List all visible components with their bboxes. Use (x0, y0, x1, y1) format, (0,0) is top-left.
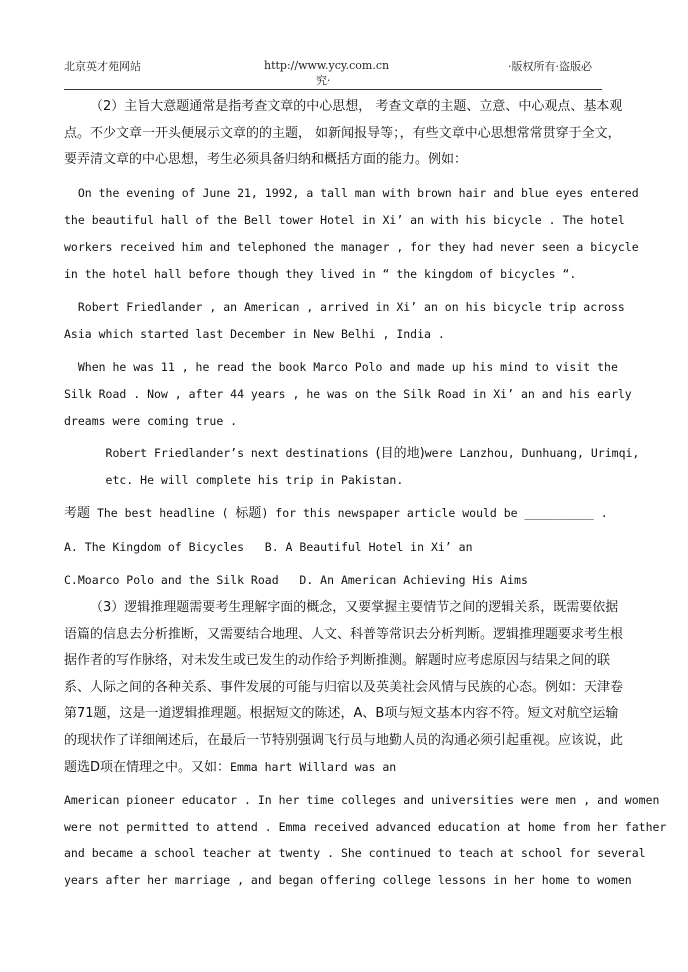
passage-line: Asia which started last December in New Belhi , India . (64, 327, 445, 341)
passage-paragraph-3 (64, 354, 632, 435)
passage-line: etc. He will complete his trip in Pakistan. (64, 472, 404, 487)
copyright-notice: ·版权所有·盗版必 (508, 60, 592, 73)
option-line-cd: C.Moarco Polo and the Silk Road D. An American Achieving His Aims (64, 573, 528, 587)
section3-paragraph-cn: （3）逻辑推理题需要考生理解字面的概念，又要掌握主要情节之间的逻辑关系，既需要依据语篇的信息去分析推断，又需要结合地理、人文、科普等常识去分析判断。逻辑推理题要求考生根据作者的写作脉络，对未发生或已发生的动作给予判断推测。解题时应考虑原因与结果之间的联系、人际之间的各种关系、事件发展的可能与归宿以及英美社会风情与民族的心态。例如：天津卷第71题，这是一道逻辑推理题。根据短文的陈述，A、B项与短文基本内容不符。短文对航空运输的现状作了详细阐述后，在最后一节特别强调飞行员与地勤人员的沟通必须引起重视。应该说，此题选D项在情理之中。又如： (64, 600, 624, 775)
section2-intro (64, 94, 628, 174)
section2-paragraph: （2）主旨大意题通常是指考查文章的中心思想， 考查文章的主题、立意、中心观点、基本观点。不少文章一开头便展示文章的的主题， 如新闻报导等；，有些文章中心思想常常贯穿于全文， 要弄清文章的中心思想，考生必须具备归纳和概括方面的能力。例如： (64, 99, 623, 167)
passage-line: Robert Friedlander , an American , arrived in Xi’ an on his bicycle trip across (64, 300, 625, 314)
site-url-line2: 究· (316, 74, 331, 87)
question-prefix: 考题 (64, 506, 91, 521)
section3-paragraph (64, 595, 630, 782)
site-name: 北京英才苑网站 (64, 60, 141, 73)
site-url-line1: http://www.ycy.com.cn (264, 59, 390, 72)
passage-line: Silk Road . Now , after 44 years , he was on the Silk Road in Xi’ an and his early (64, 387, 632, 401)
passage-line (64, 440, 639, 467)
answer-options (64, 534, 528, 594)
option-line-ab: A. The Kingdom of Bicycles B. A Beautiful Hotel in Xi’ an (64, 540, 473, 554)
question-text: The best headline ( (90, 506, 236, 520)
passage-text: Robert Friedlander’s next destinations (64, 446, 376, 460)
passage-line: dreams were coming true . (64, 414, 238, 428)
section3-english-lines (64, 787, 666, 893)
passage-text: were Lanzhou, Dunhuang, Urimqi, (424, 446, 640, 460)
passage-line: the beautiful hall of the Bell tower Hotel in Xi’ an with his bicycle . The hotel (64, 213, 625, 227)
question-gloss: 标题 (235, 506, 262, 521)
question-text: ) for this newspaper article would be __________ . (261, 506, 608, 520)
section3 (64, 595, 630, 782)
passage-paragraph-2 (64, 294, 625, 348)
site-url (264, 58, 414, 88)
section3-en-line: years after her marriage , and began offering college lessons in her home to women (64, 872, 632, 887)
passage-line: When he was 11 , he read the book Marco Polo and made up his mind to visit the (64, 360, 618, 374)
section3-en-line: were not permitted to attend . Emma received advanced education at home from her father (64, 819, 667, 834)
question-stem (64, 500, 608, 527)
passage-line: workers received him and telephoned the manager , for they had never seen a bicycle (64, 240, 639, 254)
section3-en-line: and became a school teacher at twenty . She continued to teach at school for several (64, 846, 646, 860)
passage-paragraph-1 (64, 180, 639, 288)
passage-line: On the evening of June 21, 1992, a tall man with brown hair and blue eyes entered (64, 186, 639, 200)
page-header (64, 58, 602, 90)
header-divider (64, 89, 602, 90)
passage-gloss: (目的地) (375, 446, 425, 461)
exam-question (64, 500, 608, 527)
section3-en-line: American pioneer educator . In her time colleges and universities were men , and women (64, 793, 660, 807)
passage-paragraph-4 (64, 440, 639, 494)
passage-line: in the hotel hall before though they lived in “ the kingdom of bicycles “. (64, 267, 577, 281)
section3-inline-en: Emma hart Willard was an (230, 760, 397, 774)
